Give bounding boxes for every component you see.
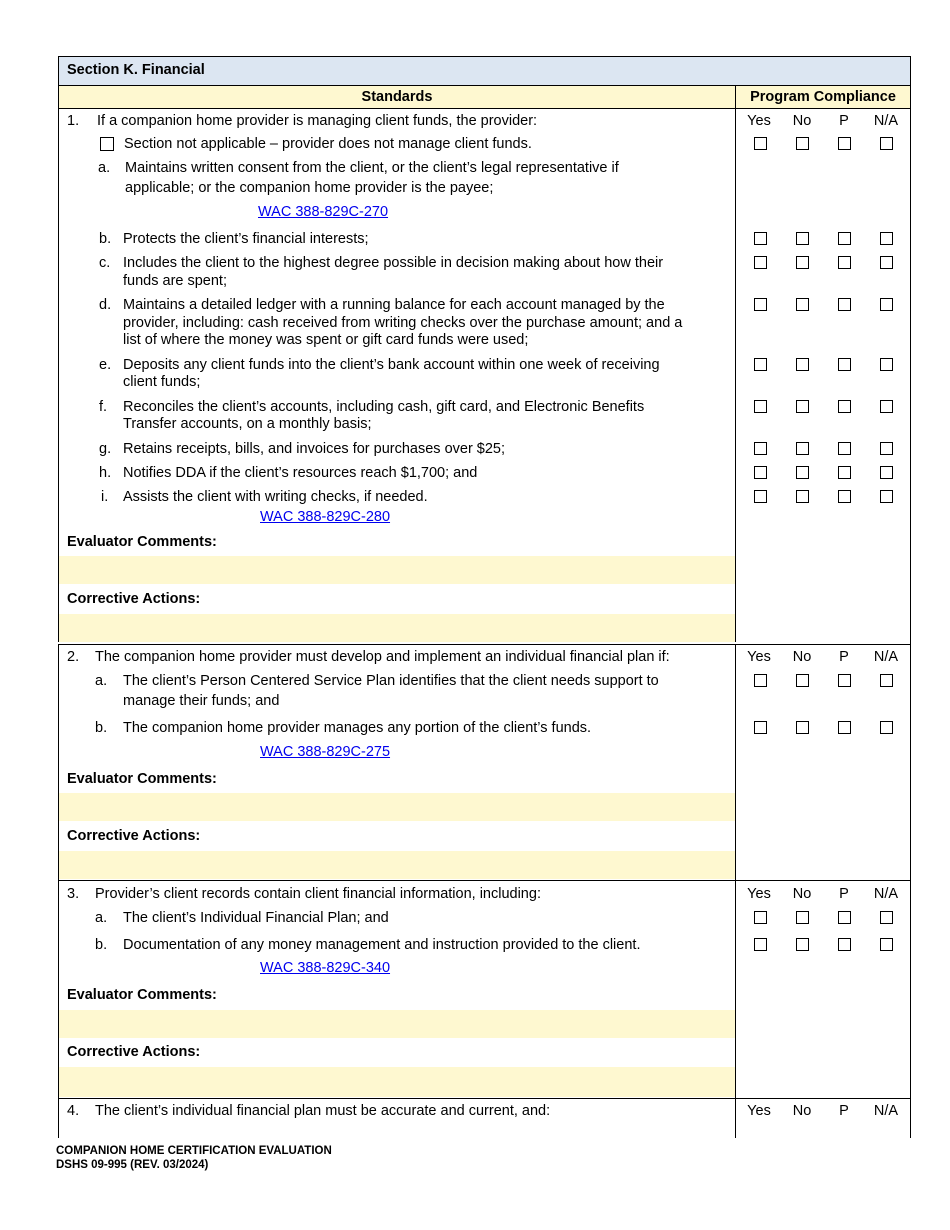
item-1h-letter: h. [99, 465, 112, 481]
item-1g-yes-checkbox[interactable] [754, 442, 767, 455]
item-2b-yes-checkbox[interactable] [754, 721, 767, 734]
item-2-evaluator-comments-field[interactable] [59, 793, 735, 821]
item-1d-yes-checkbox[interactable] [754, 298, 767, 311]
item-1f-letter: f. [99, 399, 108, 415]
item-3a-no-checkbox[interactable] [796, 911, 809, 924]
item-1-na-yes-checkbox[interactable] [754, 137, 767, 150]
item-1-text: If a companion home provider is managing client funds, the provider: [97, 113, 538, 129]
item-1f-p-checkbox[interactable] [838, 400, 851, 413]
item-3-col-na: N/A [873, 886, 899, 902]
item-1c-p-checkbox[interactable] [838, 256, 851, 269]
item-1i-p-checkbox[interactable] [838, 490, 851, 503]
item-1-col-yes: Yes [747, 113, 771, 129]
item-2b-no-checkbox[interactable] [796, 721, 809, 734]
item-3-text: Provider’s client records contain client financial information, including: [95, 886, 541, 902]
item-3a-line-1: The client’s Individual Financial Plan; and [123, 910, 389, 926]
item-1g-no-checkbox[interactable] [796, 442, 809, 455]
row-divider-4 [58, 1098, 911, 1099]
item-1e-letter: e. [99, 357, 112, 373]
item-2-number: 2. [67, 649, 80, 665]
item-1a-line-2: applicable; or the companion home provider is the payee; [125, 180, 494, 196]
item-3-left-border [58, 880, 59, 1098]
item-1d-na-checkbox[interactable] [880, 298, 893, 311]
item-1-na-na-checkbox[interactable] [880, 137, 893, 150]
item-1h-yes-checkbox[interactable] [754, 466, 767, 479]
table-top-border [58, 56, 911, 57]
item-3a-na-checkbox[interactable] [880, 911, 893, 924]
item-2b-p-checkbox[interactable] [838, 721, 851, 734]
item-2-col-p: P [839, 649, 849, 665]
item-3a-p-checkbox[interactable] [838, 911, 851, 924]
item-4-col-divider [735, 1098, 736, 1138]
item-4-text: The client’s individual financial plan must be accurate and current, and: [95, 1103, 551, 1119]
item-1d-line-1: Maintains a detailed ledger with a running balance for each account managed by the [123, 297, 665, 313]
item-3-corrective-actions-field[interactable] [59, 1067, 735, 1097]
item-3b-yes-checkbox[interactable] [754, 938, 767, 951]
row-divider-2 [58, 644, 911, 645]
item-1f-yes-checkbox[interactable] [754, 400, 767, 413]
item-3-number: 3. [67, 886, 80, 902]
item-1h-p-checkbox[interactable] [838, 466, 851, 479]
item-1g-letter: g. [99, 441, 112, 457]
item-1-col-na: N/A [873, 113, 899, 129]
item-2-left-border [58, 644, 59, 880]
item-3b-na-checkbox[interactable] [880, 938, 893, 951]
item-1b-yes-checkbox[interactable] [754, 232, 767, 245]
item-1h-no-checkbox[interactable] [796, 466, 809, 479]
item-1c-yes-checkbox[interactable] [754, 256, 767, 269]
item-3-col-yes: Yes [747, 886, 771, 902]
item-2b-line-1: The companion home provider manages any portion of the client’s funds. [123, 720, 592, 736]
item-3-corrective-actions-label: Corrective Actions: [67, 1044, 201, 1060]
item-4-col-no: No [792, 1103, 812, 1119]
item-1c-letter: c. [99, 255, 111, 271]
item-1e-no-checkbox[interactable] [796, 358, 809, 371]
item-1a-letter: a. [98, 160, 111, 176]
item-1f-na-checkbox[interactable] [880, 400, 893, 413]
item-2-evaluator-comments-label: Evaluator Comments: [67, 771, 217, 787]
standards-header: Standards [361, 89, 433, 105]
item-1-not-applicable-checkbox[interactable] [100, 137, 114, 151]
item-2-corrective-actions-label: Corrective Actions: [67, 828, 201, 844]
footer-form-title: COMPANION HOME CERTIFICATION EVALUATION [56, 1145, 332, 1157]
item-3-col-divider [735, 880, 736, 1098]
compliance-divider-top [735, 85, 736, 642]
item-2a-yes-checkbox[interactable] [754, 674, 767, 687]
item-1c-line-2: funds are spent; [123, 273, 227, 289]
item-1d-no-checkbox[interactable] [796, 298, 809, 311]
item-1-na-no-checkbox[interactable] [796, 137, 809, 150]
item-3b-no-checkbox[interactable] [796, 938, 809, 951]
item-1g-na-checkbox[interactable] [880, 442, 893, 455]
item-1i-letter: i. [101, 489, 109, 505]
item-4-left-border [58, 1098, 59, 1138]
item-3-col-no: No [792, 886, 812, 902]
table-left-border [58, 56, 59, 642]
item-1h-na-checkbox[interactable] [880, 466, 893, 479]
item-3-col-p: P [839, 886, 849, 902]
item-1i-yes-checkbox[interactable] [754, 490, 767, 503]
item-1f-no-checkbox[interactable] [796, 400, 809, 413]
item-1e-p-checkbox[interactable] [838, 358, 851, 371]
item-2b-na-checkbox[interactable] [880, 721, 893, 734]
item-3a-letter: a. [95, 910, 108, 926]
item-4-col-yes: Yes [747, 1103, 771, 1119]
item-2a-na-checkbox[interactable] [880, 674, 893, 687]
item-1-col-p: P [839, 113, 849, 129]
item-1d-letter: d. [99, 297, 112, 313]
item-1i-no-checkbox[interactable] [796, 490, 809, 503]
item-1g-p-checkbox[interactable] [838, 442, 851, 455]
item-1f-line-2: Transfer accounts, on a monthly basis; [123, 416, 372, 432]
item-1-evaluator-comments-label: Evaluator Comments: [67, 534, 217, 550]
item-1i-line-1: Assists the client with writing checks, if needed. [123, 489, 428, 505]
item-3-evaluator-comments-label: Evaluator Comments: [67, 987, 217, 1003]
colheader-divider [58, 108, 911, 109]
table-right-border [910, 56, 911, 1138]
item-1a-line-1: Maintains written consent from the client, or the client’s legal representative if [125, 160, 619, 176]
item-1-na-p-checkbox[interactable] [838, 137, 851, 150]
item-2-col-yes: Yes [747, 649, 771, 665]
item-1b-p-checkbox[interactable] [838, 232, 851, 245]
item-1b-no-checkbox[interactable] [796, 232, 809, 245]
item-3-evaluator-comments-field[interactable] [59, 1010, 735, 1038]
item-1-number: 1. [67, 113, 80, 129]
item-2a-letter: a. [95, 673, 108, 689]
item-2-col-divider [735, 644, 736, 880]
footer-form-number: DSHS 09-995 (REV. 03/2024) [56, 1159, 209, 1171]
item-1c-line-1: Includes the client to the highest degree possible in decision making about how their [123, 255, 664, 271]
item-1-corrective-actions-field[interactable] [59, 614, 735, 642]
item-4-col-na: N/A [873, 1103, 899, 1119]
item-1b-line-1: Protects the client’s financial interests; [123, 231, 369, 247]
item-2a-line-2: manage their funds; and [123, 693, 280, 709]
wac-link-270[interactable]: WAC 388-829C-270 [258, 204, 389, 220]
item-1b-na-checkbox[interactable] [880, 232, 893, 245]
item-1d-line-2: provider, including: cash received from writing checks over the purchase amount; and a [123, 315, 683, 331]
item-2-col-na: N/A [873, 649, 899, 665]
item-2-corrective-actions-field[interactable] [59, 851, 735, 879]
item-3b-line-1: Documentation of any money management and instruction provided to the client. [123, 937, 641, 953]
item-1b-letter: b. [99, 231, 112, 247]
wac-link-280[interactable]: WAC 388-829C-280 [260, 509, 391, 525]
item-1-col-no: No [792, 113, 812, 129]
item-3b-letter: b. [95, 937, 108, 953]
item-1i-na-checkbox[interactable] [880, 490, 893, 503]
item-1e-yes-checkbox[interactable] [754, 358, 767, 371]
compliance-header: Program Compliance [750, 89, 896, 105]
item-4-col-p: P [839, 1103, 849, 1119]
item-1e-line-1: Deposits any client funds into the client’s bank account within one week of receiving [123, 357, 660, 373]
item-2b-letter: b. [95, 720, 108, 736]
item-3a-yes-checkbox[interactable] [754, 911, 767, 924]
item-1e-na-checkbox[interactable] [880, 358, 893, 371]
item-1-corrective-actions-label: Corrective Actions: [67, 591, 201, 607]
item-2a-p-checkbox[interactable] [838, 674, 851, 687]
item-3b-p-checkbox[interactable] [838, 938, 851, 951]
item-1d-p-checkbox[interactable] [838, 298, 851, 311]
item-1g-line-1: Retains receipts, bills, and invoices for purchases over $25; [123, 441, 506, 457]
item-1d-line-3: list of where the money was spent or gift card funds were used; [123, 332, 529, 348]
wac-link-340[interactable]: WAC 388-829C-340 [260, 960, 391, 976]
wac-link-275[interactable]: WAC 388-829C-275 [260, 744, 391, 760]
item-1h-line-1: Notifies DDA if the client’s resources reach $1,700; and [123, 465, 478, 481]
item-2-text: The companion home provider must develop and implement an individual financial plan if: [95, 649, 670, 665]
item-2-col-no: No [792, 649, 812, 665]
header-divider [58, 85, 911, 86]
item-1f-line-1: Reconciles the client’s accounts, including cash, gift card, and Electronic Benefits [123, 399, 645, 415]
item-1e-line-2: client funds; [123, 374, 201, 390]
item-1c-no-checkbox[interactable] [796, 256, 809, 269]
row-divider-3 [58, 880, 911, 881]
item-2a-no-checkbox[interactable] [796, 674, 809, 687]
item-1-not-applicable-label: Section not applicable – provider does not manage client funds. [124, 136, 532, 152]
item-4-number: 4. [67, 1103, 80, 1119]
item-2a-line-1: The client’s Person Centered Service Plan identifies that the client needs support to [123, 673, 659, 689]
section-title: Section K. Financial [67, 62, 205, 78]
item-1c-na-checkbox[interactable] [880, 256, 893, 269]
item-1-evaluator-comments-field[interactable] [59, 556, 735, 584]
